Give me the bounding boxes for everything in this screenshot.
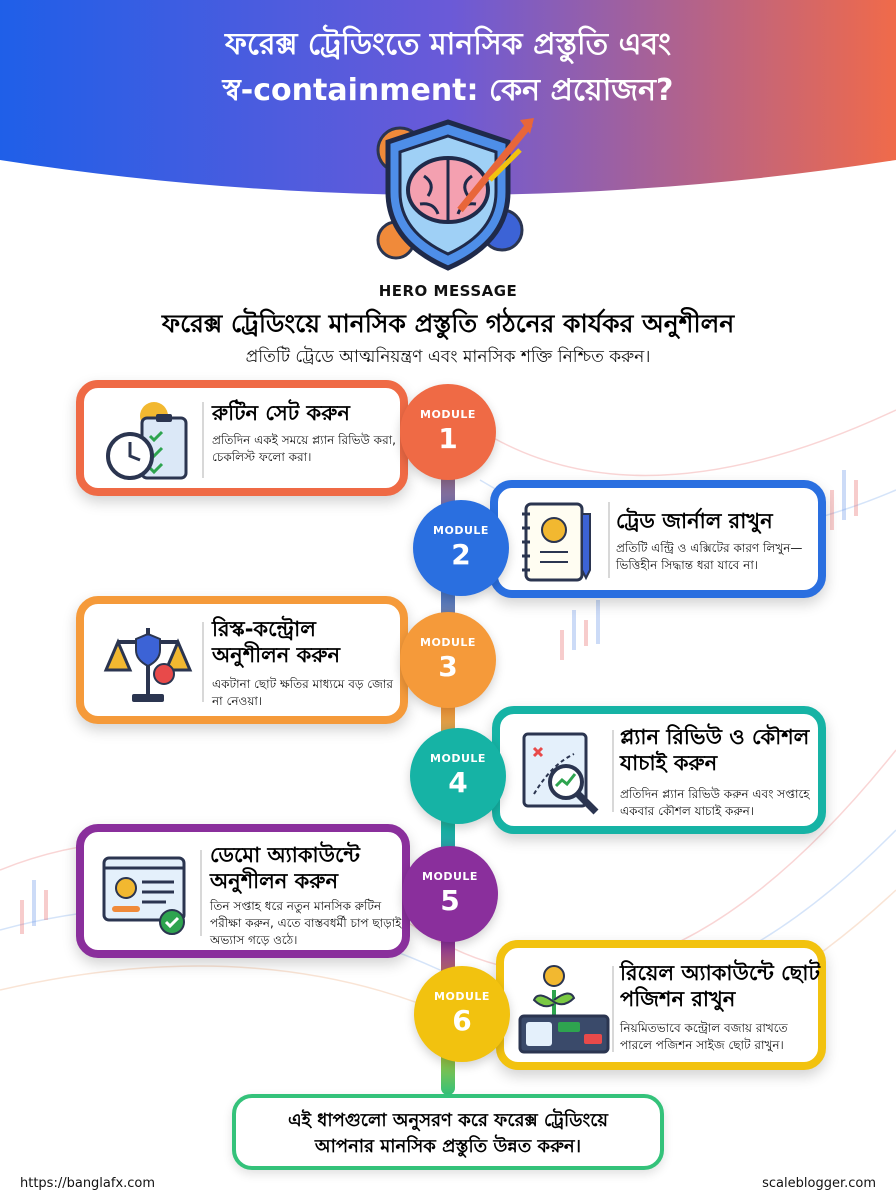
journal-icon [508,494,608,594]
module-node-5 [402,846,498,942]
module-node-6 [414,966,510,1062]
module-desc-6: নিয়মিতভাবে কন্ট্রোল বজায় রাখতে পারলে পজিশন সাইজ ছোট রাখুন। [620,1021,788,1052]
magnifier-chart-icon [512,724,612,824]
module-number-1: 1 [438,422,458,455]
module-desc-2: প্রতিটি এন্ট্রি ও এক্সিটের কারণ লিখুন—ভিত্তিহীন সিদ্ধান্ত ধরা যাবে না। [616,541,803,572]
page-title [40,22,856,114]
module-title-1: রুটিন সেট করুন [212,401,350,425]
module-label-6: MODULE [434,990,490,1003]
module-card-6 [496,940,826,1070]
module-card-3 [76,596,408,724]
brain-shield-icon [360,110,536,280]
card-divider [612,730,614,812]
footer-message [232,1094,664,1170]
title-line-1: ফরেক্স ট্রেডিংতে মানসিক প্রস্তুতি এবং [224,27,672,62]
footer-line-1: এই ধাপগুলো অনুসরণ করে ফরেক্স ট্রেডিংয়ে [287,1110,609,1131]
hero-label: HERO MESSAGE [378,282,518,300]
hero-subtitle: প্রতিটি ট্রেডে আত্মনিয়ন্ত্রণ এবং মানসিক শক্তি নিশ্চিত করুন। [245,347,651,367]
module-desc-4: প্রতিদিন প্ল্যান রিভিউ করুন এবং সপ্তাহে একবার কৌশল যাচাই করুন। [620,787,810,818]
module-desc-1: প্রতিদিন একই সময়ে প্ল্যান রিভিউ করা, চেকলিস্ট ফলো করা। [212,433,396,464]
module-node-2 [413,500,509,596]
module-label-3: MODULE [420,636,476,649]
scale-shield-icon [98,614,198,714]
card-divider [202,402,204,478]
hero-headline: ফরেক্স ট্রেডিংয়ে মানসিক প্রস্তুতি গঠনের কার্যকর অনুশীলন [161,309,735,338]
module-title-3: রিস্ক-কন্ট্রোল অনুশীলন করুন [212,617,340,667]
module-number-6: 6 [452,1004,472,1037]
card-divider [612,966,614,1052]
card-divider [202,622,204,702]
module-desc-3: একটানা ছোট ক্ষতির মাধ্যমে বড় জোর না নেওয়া। [212,677,393,708]
source-link-left[interactable]: https://banglafx.com [20,1176,156,1191]
module-label-1: MODULE [420,408,476,421]
module-desc-5: তিন সপ্তাহ ধরে নতুন মানসিক রুটিন পরীক্ষা করুন, এতে বাস্তবধর্মী চাপ ছাড়াই অভ্যাস গড়ে ওঠে। [210,899,402,947]
module-card-4 [492,706,826,834]
module-card-5 [76,824,410,958]
module-title-6: রিয়েল অ্যাকাউন্টে ছোট পজিশন রাখুন [620,961,820,1011]
demo-account-icon [96,844,196,944]
module-number-3: 3 [438,650,458,683]
module-node-3 [400,612,496,708]
module-node-4 [410,728,506,824]
module-number-5: 5 [440,884,460,917]
clock-checklist-icon [98,394,198,494]
module-title-5: ডেমো অ্যাকাউন্টে অনুশীলন করুন [210,843,360,893]
module-title-4: প্ল্যান রিভিউ ও কৌশল যাচাই করুন [620,725,810,775]
module-label-2: MODULE [433,524,489,537]
card-divider [200,850,202,936]
module-number-4: 4 [448,766,468,799]
module-label-4: MODULE [430,752,486,765]
footer-line-2: আপনার মানসিক প্রস্তুতি উন্নত করুন। [314,1136,582,1157]
module-node-1 [400,384,496,480]
source-link-right[interactable]: scaleblogger.com [762,1176,876,1191]
module-number-2: 2 [451,538,471,571]
module-label-5: MODULE [422,870,478,883]
module-card-1 [76,380,408,496]
module-card-2 [490,480,826,598]
card-divider [608,502,610,578]
title-line-2: স্ব-containment: কেন প্রয়োজন? [222,73,674,108]
module-title-2: ট্রেড জার্নাল রাখুন [616,509,773,533]
plant-growth-icon [514,960,614,1060]
